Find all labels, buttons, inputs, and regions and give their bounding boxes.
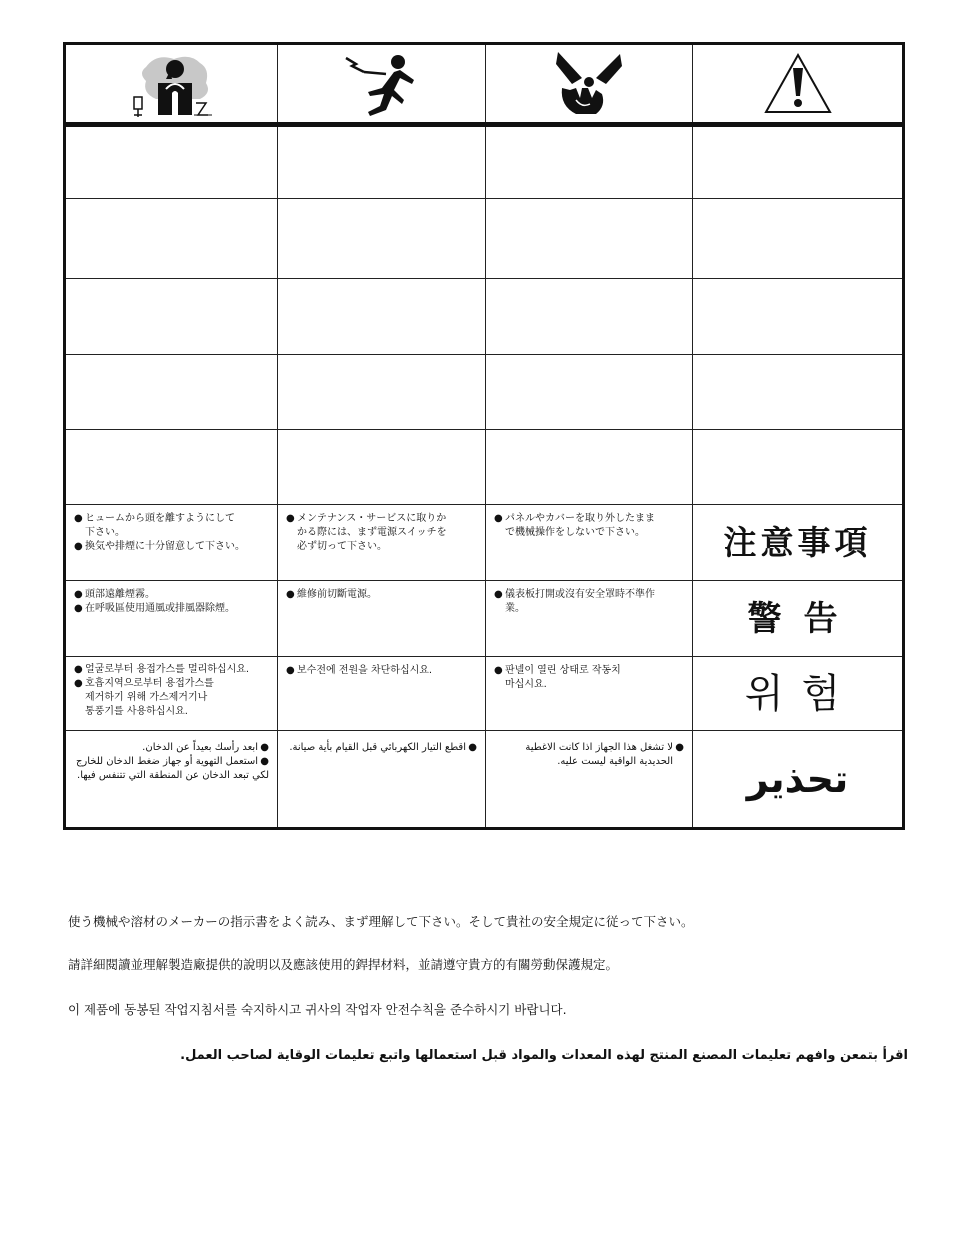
electric-shock-cell [278, 45, 486, 122]
warning-title-ja: 注意事項 [723, 522, 872, 562]
japanese-warning-row [66, 505, 902, 581]
warning-title-zh: 警告 [747, 598, 860, 639]
arabic-warning-row [66, 731, 902, 827]
blank-row [66, 355, 902, 430]
note-korean: 이 제품에 동봉된 작업지침서를 숙지하시고 귀사의 작업자 안전수칙을 준수하시기 바랍니다. [68, 1002, 567, 1017]
korean-warning-row [66, 657, 902, 731]
fumes-text: ●ابعد رأسك بعيداً عن الدخان. ●استعمل التهوية أو جهاز ضغط الدخان للخارج لكي تبعد الدخان عن المنطقة التي تتنفس فيها. [66, 731, 278, 827]
note-chinese: 請詳細閱讀並理解製造廠提供的說明以及應該使用的銲捍材料，並請遵守貴方的有關勞動保護規定。 [68, 957, 619, 972]
fumes-text: ● 얼굴로부터 용접가스를 멀리하십시요. ● 호흡지역으로부터 용접가스를 제거하기 위해 가스제거기나 통풍기를 사용하십시요. [66, 657, 278, 730]
warning-title-ar: تحذير [746, 757, 849, 801]
safety-warning-table [63, 42, 905, 830]
moving-parts-cell [486, 45, 693, 122]
fumes-hazard-icon [126, 49, 218, 119]
fumes-hazard-cell [66, 45, 278, 122]
moving-parts-text: ● パネルやカバーを取り外したまま で機械操作をしないで下さい。 [486, 505, 693, 580]
electric-text: ● 보수전에 전원을 차단하십시요. [278, 657, 486, 730]
warning-triangle-icon [763, 52, 833, 116]
icon-header-row [66, 45, 902, 127]
blank-row [66, 199, 902, 279]
moving-parts-text: ● 儀表板打開或沒有安全罩時不準作 業。 [486, 581, 693, 656]
fumes-text: ● 頭部遠離煙霧。 ● 在呼吸區使用通風或排風器除煙。 [66, 581, 278, 656]
chinese-warning-row [66, 581, 902, 657]
moving-parts-text: ● 판넬이 열린 상태로 작동치 마십시요. [486, 657, 693, 730]
fumes-text: ● ヒュームから頭を離すようにして 下さい。 ● 換気や排煙に十分留意して下さい。 [66, 505, 278, 580]
moving-parts-text: ●لا تشغل هذا الجهاز اذا كانت الاغطية الحديدية الواقية ليست عليه. [486, 731, 693, 827]
electric-shock-icon [342, 50, 422, 118]
electric-text: ●اقطع التيار الكهربائي قبل القيام بأية صيانة. [278, 731, 486, 827]
moving-parts-hand-icon [552, 48, 626, 120]
note-japanese: 使う機械や溶材のメーカーの指示書をよく読み、まず理解して下さい。そして貴社の安全規定に従って下さい。 [68, 914, 694, 929]
note-arabic: اقرأ بتمعن وافهم تعليمات المصنع المنتج لهذه المعدات والمواد قبل استعمالها واتبع تعليمات الوقاية لصاحب العمل. [180, 1048, 908, 1063]
electric-text: ● メンテナンス・サービスに取りか かる際には、まず電源スイッチを 必ず切って下さい。 [278, 505, 486, 580]
blank-row [66, 127, 902, 199]
blank-row [66, 430, 902, 505]
blank-row [66, 279, 902, 355]
warning-title-ko: 위험 [744, 670, 859, 717]
electric-text: ● 維修前切斷電源。 [278, 581, 486, 656]
warning-cell [693, 45, 902, 122]
